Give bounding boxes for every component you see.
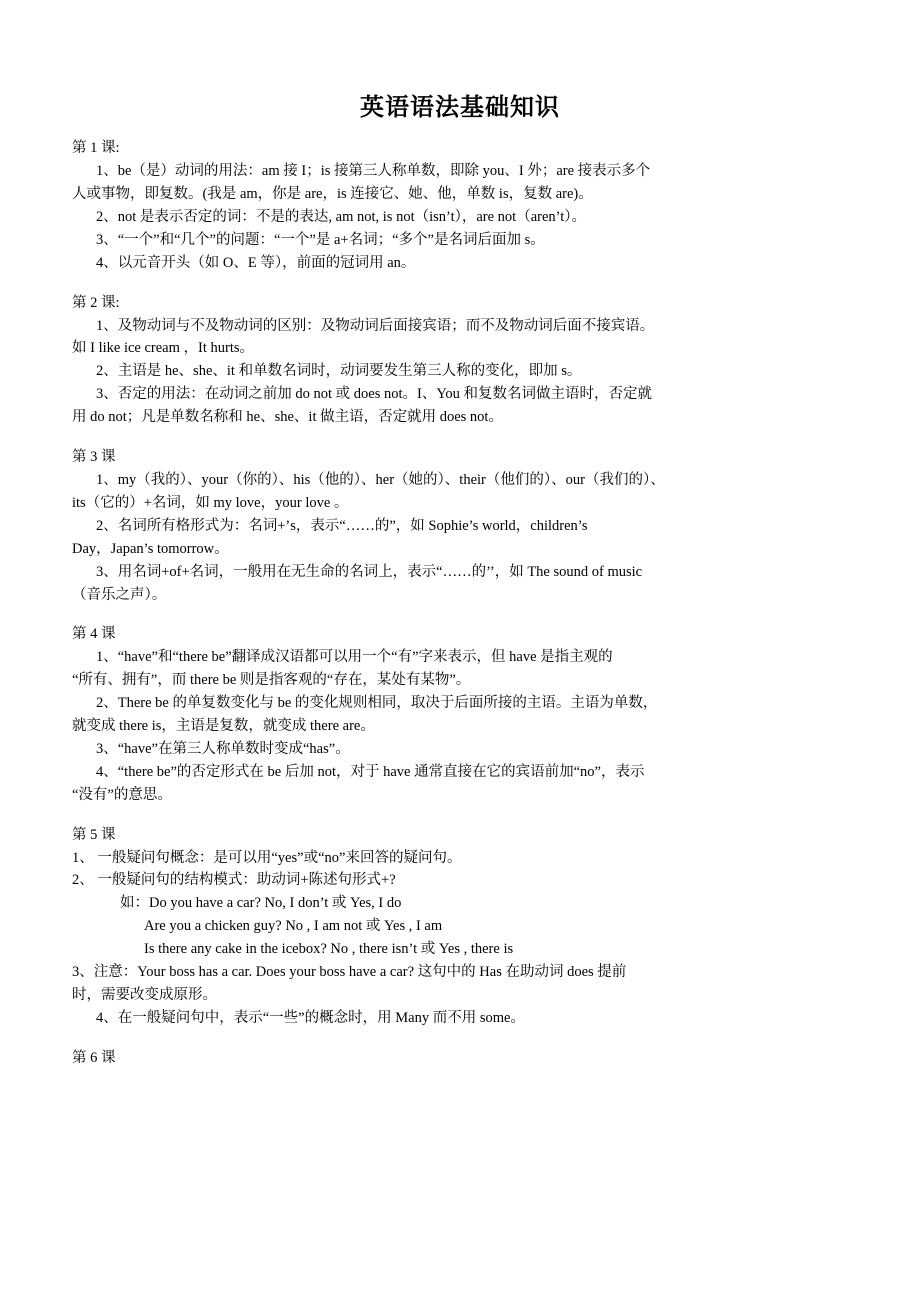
lesson-heading: 第 1 课: [72, 140, 120, 157]
lesson-heading: 第 3 课 [72, 449, 116, 466]
lesson-heading: 第 4 课 [72, 626, 116, 643]
lesson-section [72, 1047, 848, 1070]
lesson-line: 如 I like ice cream ，It hurts。 [72, 340, 254, 357]
lesson-section [72, 446, 848, 606]
lesson-line: Is there any cake in the icebox? No , there isn’t 或 Yes , there is [144, 941, 514, 958]
lesson-line: 2、There be 的单复数变化与 be 的变化规则相同，取决于后面所接的主语。主语为单数， [96, 695, 658, 712]
lesson-line: 时，需要改变成原形。 [72, 987, 217, 1003]
lesson-section [72, 623, 848, 806]
lesson-line: 2、not 是表示否定的词：不是的表达, am not, is not（isn’t），are not（aren’t）。 [96, 208, 587, 225]
lesson-line: 1、be（是）动词的用法：am 接 I；is 接第三人称单数，即除 you、I 外；are 接表示多个 [96, 163, 651, 180]
lesson-line: Day，Japan’s tomorrow。 [72, 540, 229, 557]
lesson-section [72, 824, 848, 1030]
lesson-line: 3、用名词+of+名词，一般用在无生命的名词上，表示“……的’’，如 The sound of music [96, 563, 643, 580]
lesson-line: 1、及物动词与不及物动词的区别：及物动词后面接宾语；而不及物动词后面不接宾语。 [96, 317, 655, 334]
lesson-line: 4、以元音开头（如 O、E 等），前面的冠词用 an。 [96, 254, 416, 271]
lesson-line: 2、名词所有格形式为：名词+’s，表示“……的”，如 Sophie’s world，children’s [96, 517, 588, 534]
lesson-line: 人或事物，即复数。(我是 am，你是 are，is 连接它、她、他，单数 is，复数 are)。 [72, 186, 593, 202]
lesson-line: 3、“have”在第三人称单数时变成“has”。 [96, 740, 350, 757]
lesson-line: 1、my（我的）、your（你的）、his（他的）、her（她的）、their（他们的）、our（我们的）、 [96, 471, 665, 488]
lesson-line: 如：Do you have a car? No, I don’t 或 Yes, I do [120, 895, 402, 912]
lesson-line: 4、在一般疑问句中，表示“一些”的概念时，用 Many 而不用 some。 [96, 1009, 525, 1026]
lesson-heading: 第 6 课 [72, 1049, 116, 1066]
lesson-line: 4、“there be”的否定形式在 be 后加 not，对于 have 通常直接在它的宾语前加“no”，表示 [96, 763, 645, 780]
lesson-heading: 第 5 课 [72, 826, 116, 843]
lesson-line: 3、否定的用法：在动词之前加 do not 或 does not。I、You 和复数名词做主语时，否定就 [96, 386, 652, 403]
lesson-line: “所有、拥有”，而 there be 则是指客观的“存在，某处有某物”。 [72, 672, 471, 689]
lesson-line: 2、 一般疑问句的结构模式：助动词+陈述句形式+? [72, 872, 396, 889]
lesson-line: 1、“have”和“there be”翻译成汉语都可以用一个“有”字来表示，但 have 是指主观的 [96, 649, 613, 666]
lesson-heading: 第 2 课: [72, 294, 120, 311]
lesson-section [72, 137, 848, 274]
lesson-line: its（它的）+名词，如 my love，your love 。 [72, 494, 349, 511]
page-title: 英语语法基础知识 [360, 94, 560, 121]
lesson-line: 3、注意：Your boss has a car. Does your boss have a car? 这句中的 Has 在助动词 does 提前 [72, 964, 627, 981]
lesson-line: 就变成 there is，主语是复数，就变成 there are。 [72, 718, 375, 735]
lesson-section [72, 292, 848, 429]
document-body [72, 137, 848, 1070]
lesson-line: 用 do not；凡是单数名称和 he、she、it 做主语，否定就用 does not。 [72, 409, 503, 426]
lesson-line: “没有”的意思。 [72, 786, 172, 803]
lesson-line: （音乐之声）。 [72, 586, 167, 603]
lesson-line: 3、“一个”和“几个”的问题：“一个”是 a+名词；“多个”是名词后面加 s。 [96, 231, 545, 248]
lesson-line: Are you a chicken guy? No , I am not 或 Yes , I am [144, 918, 443, 935]
lesson-line: 1、 一般疑问句概念：是可以用“yes”或“no”来回答的疑问句。 [72, 849, 462, 866]
lesson-line: 2、主语是 he、she、it 和单数名词时，动词要发生第三人称的变化，即加 s。 [96, 363, 582, 380]
